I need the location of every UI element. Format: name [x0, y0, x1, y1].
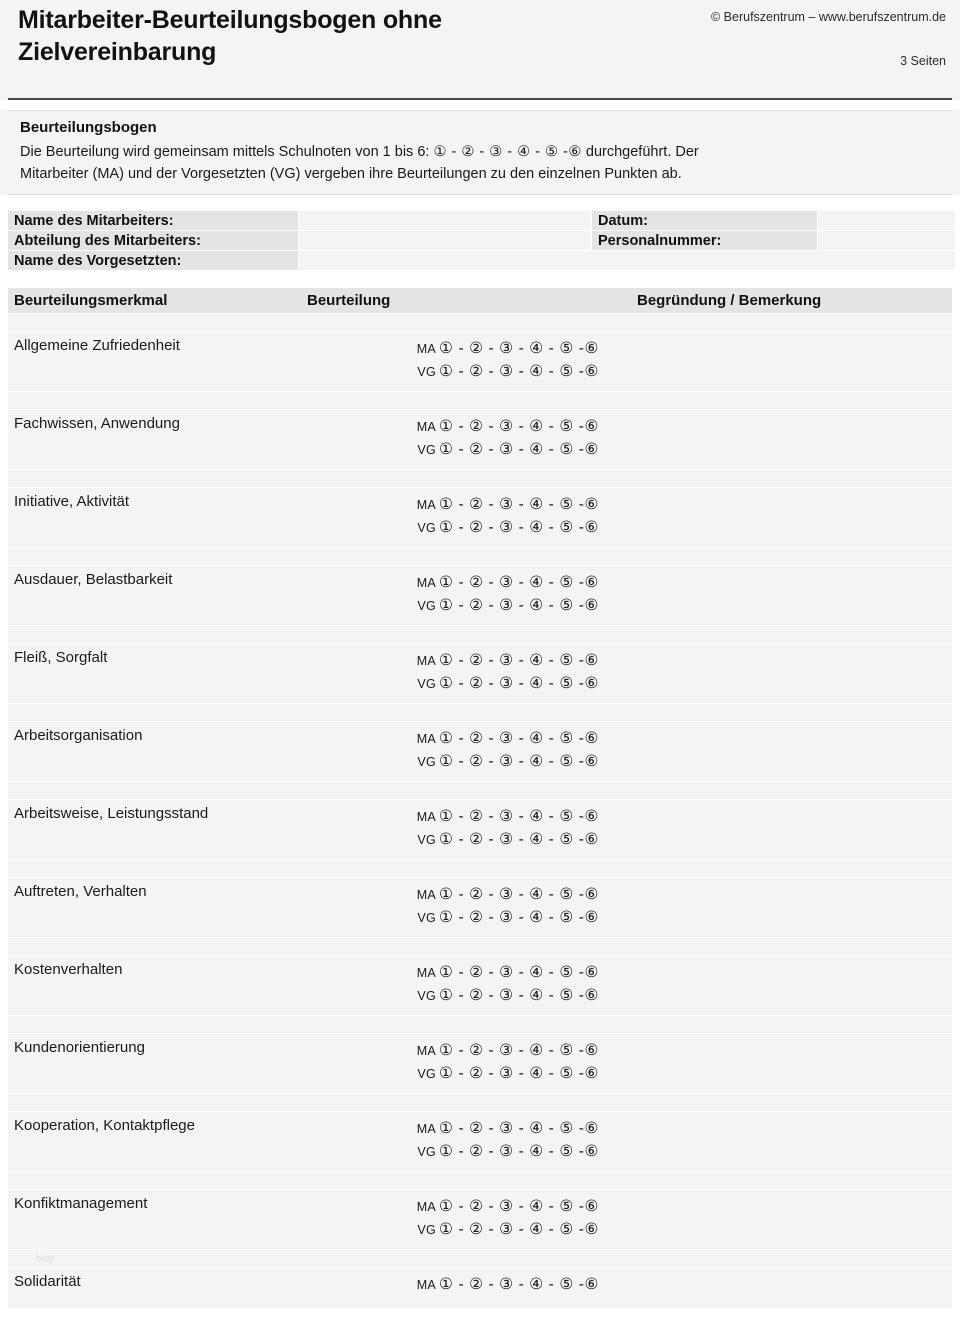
ma-label: MA [416, 810, 437, 825]
ma-label: MA [416, 1122, 437, 1137]
spacer-cell-criterion [8, 314, 297, 331]
rating-scale-ma[interactable] [297, 338, 599, 360]
spacer-cell-criterion [8, 1250, 297, 1267]
evaluation-table-body [8, 314, 952, 1308]
table-spacer-row [8, 1172, 952, 1189]
criterion-label: Kundenorientierung [14, 1039, 145, 1057]
spacer-cell-rating [297, 392, 627, 409]
rating-cell [297, 878, 627, 937]
label-name-mitarbeiter: Name des Mitarbeiters: [8, 211, 298, 230]
ma-label: MA [416, 576, 437, 591]
table-row [8, 1268, 952, 1308]
rating-scale-ma[interactable] [297, 728, 599, 750]
spacer-cell-criterion [8, 548, 297, 565]
spacer-cell-remark [627, 1016, 952, 1033]
table-row [8, 1034, 952, 1093]
spacer-cell-rating [297, 782, 627, 799]
vg-label: VG [417, 1066, 437, 1081]
rating-scale-vg[interactable] [297, 595, 599, 617]
criterion-cell [8, 956, 297, 1015]
spacer-cell-remark [627, 470, 952, 487]
ma-scale-options[interactable]: ① - ② - ③ - ④ - ⑤ -⑥ [439, 1198, 599, 1216]
ma-label: MA [416, 1200, 437, 1215]
remark-cell[interactable] [627, 800, 952, 859]
criterion-cell [8, 488, 297, 547]
table-row [8, 722, 952, 781]
rating-block [297, 566, 627, 617]
rating-block [297, 332, 627, 383]
spacer-cell-criterion [8, 1172, 297, 1189]
vg-label: VG [417, 910, 437, 925]
ma-scale-options[interactable]: ① - ② - ③ - ④ - ⑤ -⑥ [439, 1042, 599, 1060]
criterion-label: Initiative, Aktivität [14, 493, 130, 511]
table-header-row [8, 288, 952, 313]
rating-scale-vg[interactable] [297, 517, 599, 539]
spacer-cell-rating [297, 1016, 627, 1033]
criterion-cell [8, 722, 297, 781]
column-header-remark: Begründung / Bemerkung [627, 288, 952, 313]
criterion-label: Kostenverhalten [14, 961, 123, 979]
employee-info-grid [8, 211, 952, 270]
table-spacer-row [8, 1094, 952, 1111]
vg-scale-options[interactable]: ① - ② - ③ - ④ - ⑤ -⑥ [439, 1064, 599, 1082]
rating-scale-vg[interactable] [297, 439, 599, 461]
vg-label: VG [417, 598, 437, 613]
intro-section [0, 110, 960, 195]
intro-box [8, 110, 952, 195]
ma-scale-options[interactable]: ① - ② - ③ - ④ - ⑤ -⑥ [439, 652, 599, 670]
rating-block [297, 800, 627, 851]
rating-scale-ma[interactable] [297, 650, 599, 672]
rating-cell [297, 800, 627, 859]
ma-scale-options[interactable]: ① - ② - ③ - ④ - ⑤ -⑥ [439, 1120, 599, 1138]
criterion-cell [8, 566, 297, 625]
rating-block [297, 410, 627, 461]
rating-block [297, 644, 627, 695]
criterion-cell [8, 1034, 297, 1093]
rating-scale-ma[interactable] [297, 1196, 599, 1218]
table-row [8, 1190, 952, 1249]
spacer-cell-rating [297, 470, 627, 487]
remark-cell[interactable] [627, 332, 952, 391]
ma-label: MA [416, 498, 437, 513]
rating-scale-ma[interactable] [297, 962, 599, 984]
spacer-cell-rating [297, 1094, 627, 1111]
vg-scale-options[interactable]: ① - ② - ③ - ④ - ⑤ -⑥ [439, 986, 599, 1004]
spacer-cell-rating [297, 626, 627, 643]
rating-cell [297, 410, 627, 469]
ma-scale-options[interactable]: ① - ② - ③ - ④ - ⑤ -⑥ [439, 886, 599, 904]
rating-scale-ma[interactable] [297, 416, 599, 438]
rating-cell [297, 1034, 627, 1093]
spacer-cell-remark [627, 704, 952, 721]
vg-label: VG [417, 676, 437, 691]
criterion-cell [8, 1190, 297, 1249]
table-row [8, 566, 952, 625]
table-spacer-row [8, 938, 952, 955]
spacer-cell-rating [297, 548, 627, 565]
rating-scale-ma[interactable] [297, 806, 599, 828]
vg-scale-options[interactable]: ① - ② - ③ - ④ - ⑤ -⑥ [439, 518, 599, 536]
criterion-label: Arbeitsorganisation [14, 727, 143, 745]
rating-block [297, 1112, 627, 1163]
rating-scale-ma[interactable] [297, 494, 599, 516]
rating-cell [297, 1190, 627, 1249]
ma-scale-options[interactable]: ① - ② - ③ - ④ - ⑤ -⑥ [439, 574, 599, 592]
spacer-cell-criterion [8, 938, 297, 955]
criterion-label: Auftreten, Verhalten [14, 883, 147, 901]
table-spacer-row [8, 392, 952, 409]
ma-label: MA [416, 420, 437, 435]
vg-label: VG [417, 988, 437, 1003]
ma-label: MA [416, 732, 437, 747]
intro-line2: Mitarbeiter (MA) und der Vorgesetzten (VG) vergeben ihre Beurteilungen zu den einzelnen Punkten ab. [20, 166, 682, 183]
criterion-cell [8, 800, 297, 859]
ma-label: MA [416, 1278, 437, 1293]
spacer-cell-remark [627, 548, 952, 565]
remark-cell[interactable] [627, 878, 952, 937]
spacer-cell-remark [627, 860, 952, 877]
vg-scale-options[interactable]: ① - ② - ③ - ④ - ⑤ -⑥ [439, 908, 599, 926]
field-datum[interactable] [818, 211, 955, 230]
spacer-cell-criterion [8, 626, 297, 643]
evaluation-table [8, 287, 952, 1309]
remark-cell[interactable] [627, 410, 952, 469]
ma-scale-options[interactable]: ① - ② - ③ - ④ - ⑤ -⑥ [439, 418, 599, 436]
label-personalnummer: Personalnummer: [592, 231, 817, 250]
table-row [8, 644, 952, 703]
table-spacer-row [8, 314, 952, 331]
ma-label: MA [416, 888, 437, 903]
spacer-cell-rating [297, 314, 627, 331]
criterion-label: Fleiß, Sorgfalt [14, 649, 108, 667]
rating-cell [297, 332, 627, 391]
rating-scale-ma[interactable] [297, 1274, 599, 1296]
rating-scale-ma[interactable] [297, 884, 599, 906]
table-row [8, 410, 952, 469]
rating-scale-ma[interactable] [297, 1118, 599, 1140]
ma-scale-options[interactable]: ① - ② - ③ - ④ - ⑤ -⑥ [439, 1276, 599, 1294]
criterion-label: Konfiktmanagement [14, 1195, 148, 1213]
rating-cell [297, 956, 627, 1015]
table-spacer-row [8, 782, 952, 799]
rating-cell [297, 1268, 627, 1308]
spacer-cell-criterion [8, 704, 297, 721]
label-datum: Datum: [592, 211, 817, 230]
rating-block [297, 722, 627, 773]
table-row [8, 800, 952, 859]
remark-cell[interactable] [627, 722, 952, 781]
criterion-cell [8, 1268, 297, 1308]
vg-scale-options[interactable]: ① - ② - ③ - ④ - ⑤ -⑥ [439, 752, 599, 770]
vg-label: VG [417, 832, 437, 847]
ma-scale-options[interactable]: ① - ② - ③ - ④ - ⑤ -⑥ [439, 964, 599, 982]
vg-label: VG [417, 364, 437, 379]
criterion-cell [8, 410, 297, 469]
spacer-cell-rating [297, 938, 627, 955]
table-spacer-row [8, 860, 952, 877]
criterion-label: Kooperation, Kontaktpflege [14, 1117, 195, 1135]
criterion-cell [8, 332, 297, 391]
vg-scale-options[interactable]: ① - ② - ③ - ④ - ⑤ -⑥ [439, 596, 599, 614]
rating-cell [297, 488, 627, 547]
rating-scale-vg[interactable] [297, 907, 599, 929]
spacer-cell-remark [627, 392, 952, 409]
rating-cell [297, 644, 627, 703]
spacer-cell-criterion [8, 470, 297, 487]
spacer-cell-rating [297, 1172, 627, 1189]
ma-scale-options[interactable]: ① - ② - ③ - ④ - ⑤ -⑥ [439, 496, 599, 514]
vg-scale-options[interactable]: ① - ② - ③ - ④ - ⑤ -⑥ [439, 1142, 599, 1160]
field-abteilung[interactable] [299, 231, 591, 250]
rating-scale-vg[interactable] [297, 361, 599, 383]
rating-scale-vg[interactable] [297, 1141, 599, 1163]
rating-block [297, 878, 627, 929]
rating-block [297, 1268, 627, 1296]
spacer-cell-criterion [8, 1016, 297, 1033]
intro-line1-pre: Die Beurteilung wird gemeinsam mittels Schulnoten von 1 bis 6: [20, 144, 434, 160]
table-spacer-row [8, 470, 952, 487]
label-name-vorgesetzter: Name des Vorgesetzten: [8, 251, 298, 270]
vg-label: VG [417, 1222, 437, 1237]
table-row [8, 878, 952, 937]
label-abteilung: Abteilung des Mitarbeiters: [8, 231, 298, 250]
intro-line1-post: durchgeführt. Der [581, 144, 699, 160]
vg-scale-options[interactable]: ① - ② - ③ - ④ - ⑤ -⑥ [439, 440, 599, 458]
spacer-cell-remark [627, 1250, 952, 1267]
criterion-label: Ausdauer, Belastbarkeit [14, 571, 173, 589]
vg-scale-options[interactable]: ① - ② - ③ - ④ - ⑤ -⑥ [439, 1220, 599, 1238]
spacer-cell-remark [627, 314, 952, 331]
rating-scale-ma[interactable] [297, 1040, 599, 1062]
rating-scale-ma[interactable] [297, 572, 599, 594]
vg-label: VG [417, 442, 437, 457]
rating-scale-vg[interactable] [297, 673, 599, 695]
spacer-cell-criterion [8, 392, 297, 409]
rating-scale-vg[interactable] [297, 829, 599, 851]
ma-scale-options[interactable]: ① - ② - ③ - ④ - ⑤ -⑥ [439, 808, 599, 826]
rating-cell [297, 722, 627, 781]
remark-cell[interactable] [627, 1268, 952, 1308]
remark-cell[interactable] [627, 1112, 952, 1171]
vg-label: VG [417, 754, 437, 769]
criterion-label: Solidarität [14, 1273, 81, 1291]
remark-cell[interactable] [627, 644, 952, 703]
spacer-cell-remark [627, 938, 952, 955]
table-spacer-row [8, 1016, 952, 1033]
column-header-rating: Beurteilung [297, 288, 627, 313]
spacer-cell-criterion [8, 782, 297, 799]
criterion-cell [8, 878, 297, 937]
criterion-label: Fachwissen, Anwendung [14, 415, 180, 433]
ma-label: MA [416, 654, 437, 669]
vg-label: VG [417, 520, 437, 535]
criterion-cell [8, 1112, 297, 1171]
table-row [8, 956, 952, 1015]
rating-block [297, 1190, 627, 1241]
table-row [8, 488, 952, 547]
rating-scale-vg[interactable] [297, 985, 599, 1007]
field-name-mitarbeiter[interactable] [299, 211, 591, 230]
rating-cell [297, 566, 627, 625]
remark-cell[interactable] [627, 1034, 952, 1093]
rating-block [297, 956, 627, 1007]
intro-heading: Beurteilungsbogen [20, 119, 157, 136]
column-header-criterion: Beurteilungsmerkmal [8, 288, 297, 313]
rating-scale-vg[interactable] [297, 751, 599, 773]
rating-cell [297, 1112, 627, 1171]
table-spacer-row [8, 626, 952, 643]
table-row [8, 1112, 952, 1171]
header-divider [8, 98, 952, 100]
spacer-cell-rating [297, 1250, 627, 1267]
remark-cell[interactable] [627, 956, 952, 1015]
page-count-label: 3 Seiten [900, 54, 946, 68]
spacer-cell-rating [297, 860, 627, 877]
table-spacer-row [8, 548, 952, 565]
spacer-cell-rating [297, 704, 627, 721]
table-row [8, 332, 952, 391]
intro-body [20, 141, 940, 185]
spacer-cell-remark [627, 1172, 952, 1189]
remark-cell[interactable] [627, 488, 952, 547]
ma-scale-options[interactable]: ① - ② - ③ - ④ - ⑤ -⑥ [439, 730, 599, 748]
page-title: Mitarbeiter-Beurteilungsbogen ohne Zielvereinbarung [18, 6, 442, 66]
remark-cell[interactable] [627, 566, 952, 625]
remark-cell[interactable] [627, 1190, 952, 1249]
spacer-cell-remark [627, 626, 952, 643]
criterion-cell [8, 644, 297, 703]
copyright-credit: © Berufszentrum – www.berufszentrum.de [711, 10, 946, 24]
spacer-cell-criterion [8, 1094, 297, 1111]
ma-label: MA [416, 966, 437, 981]
spacer-cell-criterion [8, 860, 297, 877]
ma-scale-options[interactable]: ① - ② - ③ - ④ - ⑤ -⑥ [439, 340, 599, 358]
table-spacer-row [8, 1250, 952, 1267]
vg-scale-options[interactable]: ① - ② - ③ - ④ - ⑤ -⑥ [439, 674, 599, 692]
document-header [0, 0, 960, 100]
rating-scale-vg[interactable] [297, 1063, 599, 1085]
criterion-label: Allgemeine Zufriedenheit [14, 337, 180, 355]
spacer-cell-remark [627, 782, 952, 799]
vg-scale-options[interactable]: ① - ② - ③ - ④ - ⑤ -⑥ [439, 830, 599, 848]
table-spacer-row [8, 704, 952, 721]
rating-block [297, 1034, 627, 1085]
rating-block [297, 488, 627, 539]
field-name-vorgesetzter[interactable] [299, 251, 955, 270]
ma-label: MA [416, 1044, 437, 1059]
rating-scale-vg[interactable] [297, 1219, 599, 1241]
blog-watermark: blog [36, 1253, 54, 1264]
vg-scale-options[interactable]: ① - ② - ③ - ④ - ⑤ -⑥ [439, 362, 599, 380]
vg-label: VG [417, 1144, 437, 1159]
ma-label: MA [416, 342, 437, 357]
criterion-label: Arbeitsweise, Leistungsstand [14, 805, 209, 823]
intro-scale: ① - ② - ③ - ④ - ⑤ -⑥ [433, 144, 582, 160]
field-personalnummer[interactable] [818, 231, 955, 250]
spacer-cell-remark [627, 1094, 952, 1111]
